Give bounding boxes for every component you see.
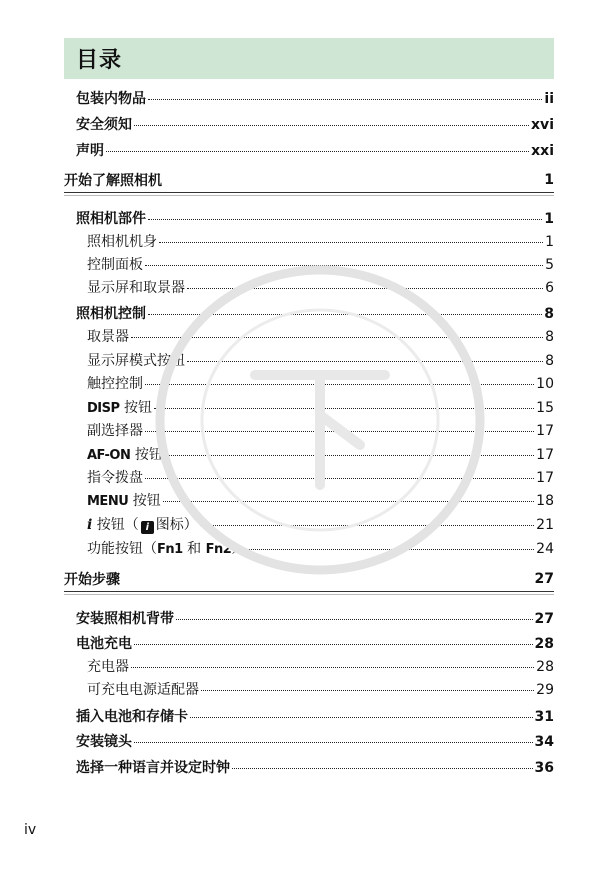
toc-entry-safety[interactable]: 安全须知 xvi bbox=[76, 117, 554, 133]
toc-entry-camera-body[interactable]: 照相机机身 1 bbox=[87, 234, 554, 250]
toc-entry-menu-button[interactable]: MENU 按钮 18 bbox=[87, 493, 554, 509]
page-number: iv bbox=[24, 822, 37, 838]
toc-entry-package[interactable]: 包装内物品 ii bbox=[76, 91, 554, 107]
section-first-steps[interactable]: 开始步骤 27 bbox=[64, 566, 554, 592]
toc-entry-notices[interactable]: 声明 xxi bbox=[76, 143, 554, 159]
fn2-key-label: Fn2 bbox=[205, 542, 232, 557]
i-key-label: i bbox=[87, 517, 93, 533]
toc-entry-function-buttons[interactable]: 功能按钮（Fn1 和 Fn2） 24 bbox=[87, 541, 554, 557]
page-title: 目录 bbox=[76, 48, 123, 73]
toc-entry-disp-button[interactable]: DISP 按钮 15 bbox=[87, 400, 554, 416]
toc-entry-charge-battery[interactable]: 电池充电 28 bbox=[76, 636, 554, 652]
toc-entry-i-button[interactable]: i 按钮（ i 图标） 21 bbox=[87, 517, 554, 533]
toc-entry-charger[interactable]: 充电器 28 bbox=[87, 659, 554, 675]
toc-entry-sub-selector[interactable]: 副选择器 17 bbox=[87, 423, 554, 439]
toc-entry-strap[interactable]: 安装照相机背带 27 bbox=[76, 611, 554, 627]
toc-entry-touch-controls[interactable]: 触控控制 10 bbox=[87, 376, 554, 392]
toc-entry-camera-controls[interactable]: 照相机控制 8 bbox=[76, 306, 554, 322]
menu-key-label: MENU bbox=[87, 494, 129, 509]
toc-entry-control-panel[interactable]: 控制面板 5 bbox=[87, 257, 554, 273]
toc-entry-language-clock[interactable]: 选择一种语言并设定时钟 36 bbox=[76, 760, 554, 776]
toc-entry-ac-adapter[interactable]: 可充电电源适配器 29 bbox=[87, 682, 554, 698]
toc-entry-attach-lens[interactable]: 安装镜头 34 bbox=[76, 734, 554, 750]
toc-title-bar bbox=[64, 38, 554, 79]
toc-entry-command-dials[interactable]: 指令拨盘 17 bbox=[87, 470, 554, 486]
toc-entry-monitor-mode-button[interactable]: 显示屏模式按钮 8 bbox=[87, 353, 554, 369]
i-menu-icon: i bbox=[141, 521, 154, 534]
toc-entry-insert-battery-card[interactable]: 插入电池和存储卡 31 bbox=[76, 709, 554, 725]
toc-entry-camera-parts[interactable]: 照相机部件 1 bbox=[76, 211, 554, 227]
toc-entry-af-on-button[interactable]: AF-ON 按钮 17 bbox=[87, 447, 554, 463]
fn1-key-label: Fn1 bbox=[157, 542, 183, 557]
toc-entry-viewfinder[interactable]: 取景器 8 bbox=[87, 329, 554, 345]
disp-key-label: DISP bbox=[87, 401, 120, 416]
af-on-key-label: AF-ON bbox=[87, 448, 131, 463]
section-getting-to-know[interactable]: 开始了解照相机 1 bbox=[64, 167, 554, 193]
toc-entry-monitor-viewfinder[interactable]: 显示屏和取景器 6 bbox=[87, 280, 554, 296]
